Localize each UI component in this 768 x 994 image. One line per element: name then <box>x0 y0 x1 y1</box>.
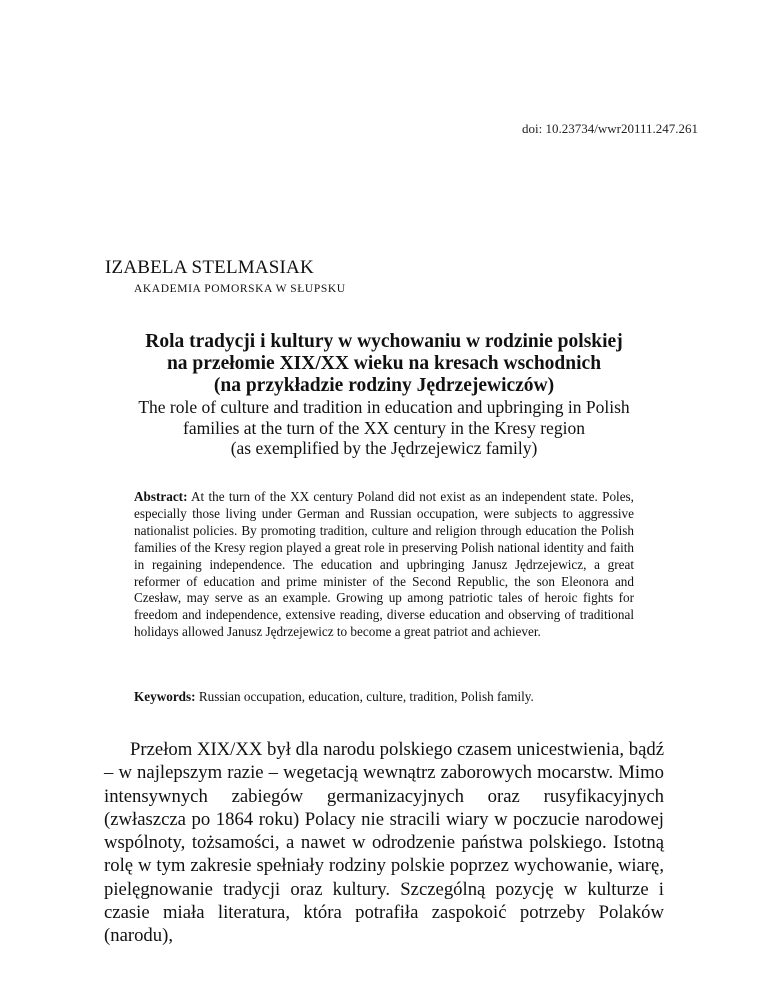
doi-label: doi: 10.23734/wwr20111.247.261 <box>522 121 698 136</box>
title-polish-line: na przełomie XIX/XX wieku na kresach wschodnich <box>166 353 602 374</box>
title-polish-line: (na przykładzie rodziny Jędrzejewiczów) <box>213 375 555 396</box>
keywords <box>134 688 634 705</box>
author-name: IZABELA STELMASIAK <box>105 257 314 278</box>
abstract-label: Abstract: <box>134 489 188 504</box>
abstract <box>134 489 634 641</box>
title-polish-line: Rola tradycji i kultury w wychowaniu w rodzinie polskiej <box>145 331 623 352</box>
author-affiliation: AKADEMIA POMORSKA W SŁUPSKU <box>134 283 346 295</box>
body-paragraph <box>104 738 664 948</box>
keywords-label: Keywords: <box>134 689 196 704</box>
abstract-text: At the turn of the XX century Poland did not exist as an independent state. Poles, especially those living under German and Russian occupation, were subjects to aggressive nationalist policies. By promoting tradition, culture and religion through education the Polish families of the Kresy region played a great role in preserving Polish national identity and faith in regaining independence. The education and upbringing Janusz Jędrzejewicz, a great reformer of education and prime minister of the Second Republic, the son Eleonora and Czesław, may serve as an example. Growing up among patriotic tales of heroic fights for freedom and independence, extensive reading, diverse education and observing of traditional holidays allowed Janusz Jędrzejewicz to become a great patriot and achiever. <box>134 489 634 640</box>
title-english-line: families at the turn of the XX century in the Kresy region <box>183 417 585 438</box>
keywords-text: Russian occupation, education, culture, tradition, Polish family. <box>198 689 534 704</box>
body-paragraph-text: Przełom XIX/XX był dla narodu polskiego czasem unicestwienia, bądź – w najlepszym razie – wegetacją wewnątrz zaborowych mocarstw. Mimo intensywnych zabiegów germanizacyjnych oraz rusyfikacyjnych (zwłaszcza po 1864 roku) Polacy nie stracili wiary w poczucie narodowej wspólnoty, tożsamości, a nawet w odrodzenie państwa polskiego. Istotną rolę w tym zakresie spełniały rodziny polskie poprzez wychowanie, wiarę, pielęgnowanie tradycji oraz kultury. Szczególną pozycję w kulturze i czasie miała literatura, która potrafiła zaspokoić potrzeby Polaków (narodu), <box>104 739 664 947</box>
title-english <box>80 397 688 459</box>
article-titles <box>80 331 688 459</box>
title-english-line: The role of culture and tradition in education and upbringing in Polish <box>138 397 630 417</box>
title-polish <box>80 331 688 397</box>
title-english-line: (as exemplified by the Jędrzejewicz family) <box>230 438 538 458</box>
